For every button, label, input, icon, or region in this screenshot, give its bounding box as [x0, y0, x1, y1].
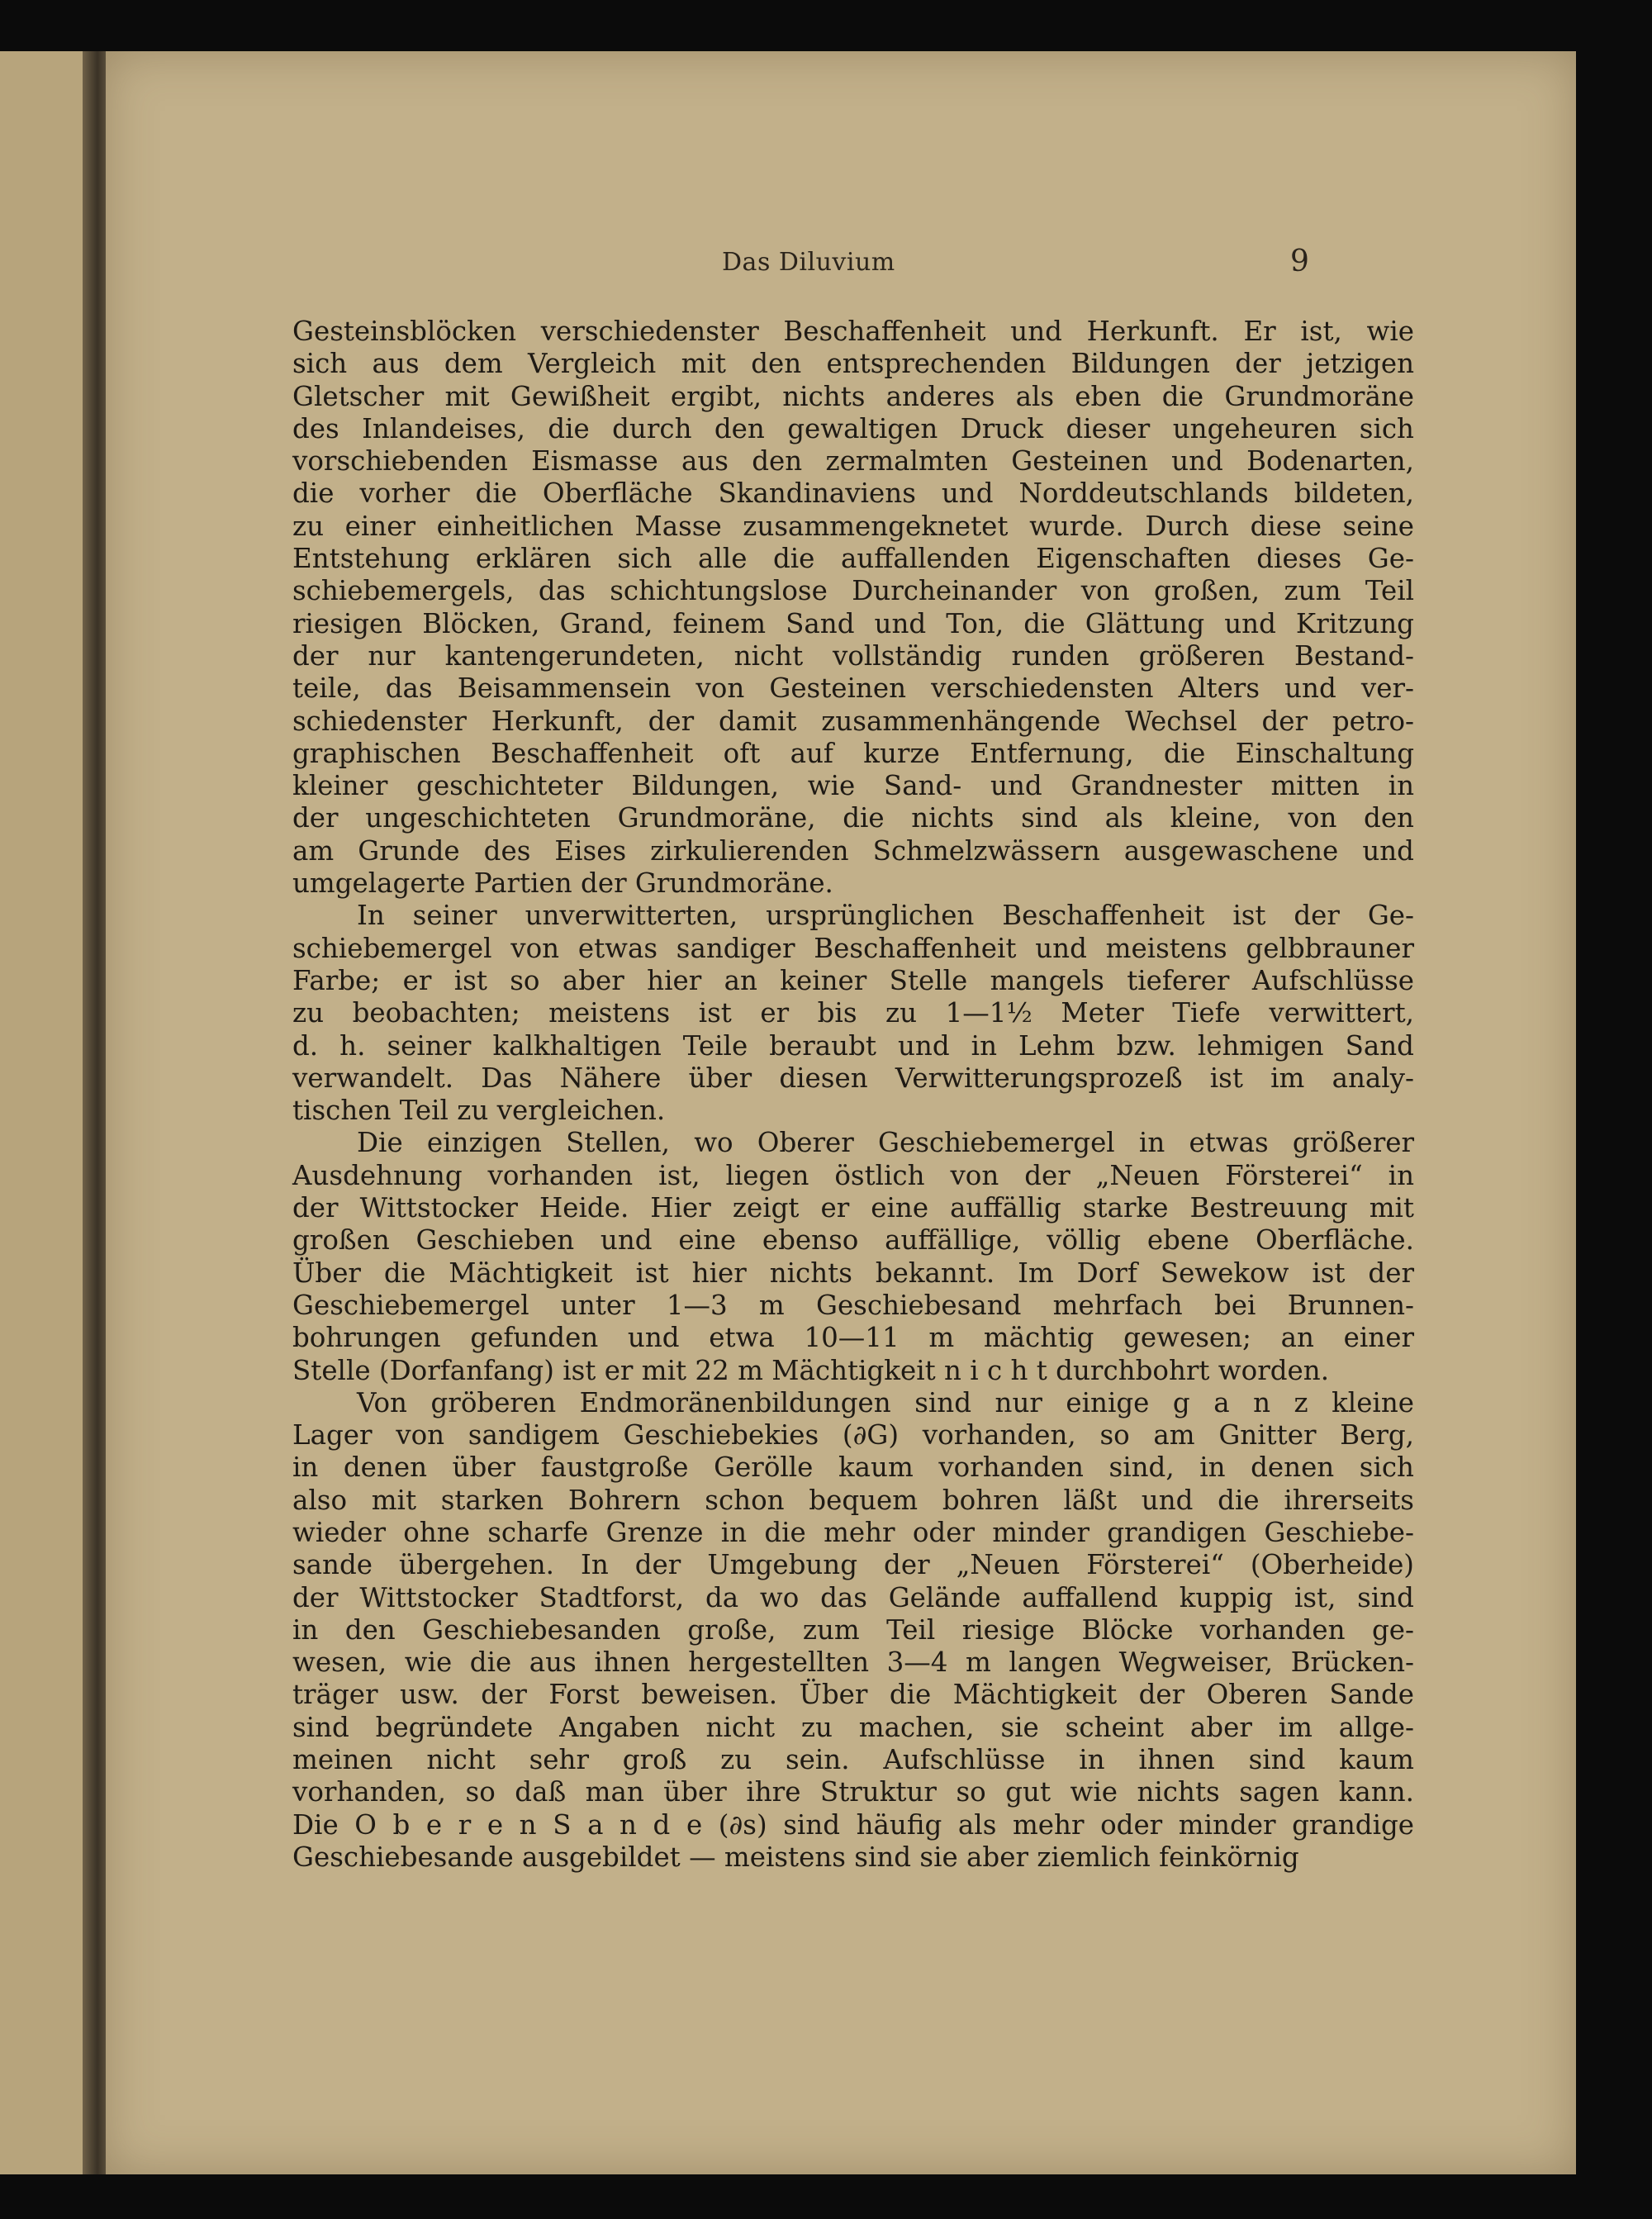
text-line: Ausdehnung vorhanden ist, liegen östlich von der „Neuen Försterei“ in	[292, 1159, 1414, 1191]
text-line: Stelle (Dorfanfang) ist er mit 22 m Mächtigkeit n i c h t durchbohrt worden.	[292, 1354, 1330, 1386]
text-line: Die O b e r e n S a n d e (∂s) sind häufig als mehr oder minder grandige	[292, 1808, 1414, 1841]
text-line: Die einzigen Stellen, wo Oberer Geschiebemergel in etwas größerer	[357, 1127, 1414, 1159]
text-line: riesigen Blöcken, Grand, feinem Sand und Ton, die Glättung und Kritzung	[292, 607, 1414, 639]
text-line: kleiner geschichteter Bildungen, wie Sand- und Grandnester mitten in	[292, 770, 1414, 802]
text-line: meinen nicht sehr groß zu sein. Aufschlüsse in ihnen sind kaum	[292, 1744, 1414, 1776]
text-line: Geschiebemergel unter 1—3 m Geschiebesand mehrfach bei Brunnen-	[292, 1289, 1414, 1321]
text-line: die vorher die Oberfläche Skandinaviens und Norddeutschlands bildeten,	[292, 478, 1414, 510]
text-line: wesen, wie die aus ihnen hergestellten 3—4 m langen Wegweiser, Brücken-	[292, 1646, 1414, 1679]
text-line: in den Geschiebesanden große, zum Teil riesige Blöcke vorhanden ge-	[292, 1613, 1414, 1646]
text-line: also mit starken Bohrern schon bequem bohren läßt und die ihrerseits	[292, 1484, 1414, 1516]
text-line: Von gröberen Endmoränenbildungen sind nur einige g a n z kleine	[357, 1386, 1414, 1418]
text-line: schiebemergels, das schichtungslose Durcheinander von großen, zum Teil	[292, 575, 1414, 607]
text-line: graphischen Beschaffenheit oft auf kurze Entfernung, die Einschaltung	[292, 737, 1414, 769]
paragraph	[292, 900, 1414, 1127]
text-line: des Inlandeises, die durch den gewaltigen Druck dieser ungeheuren sich	[292, 412, 1414, 444]
text-line: Über die Mächtigkeit ist hier nichts bekannt. Im Dorf Sewekow ist der	[292, 1257, 1414, 1289]
text-line: d. h. seiner kalkhaltigen Teile beraubt und in Lehm bzw. lehmigen Sand	[292, 1029, 1414, 1062]
text-line: der Wittstocker Heide. Hier zeigt er eine auffällig starke Bestreuung mit	[292, 1192, 1414, 1224]
text-line: In seiner unverwitterten, ursprünglichen Beschaffenheit ist der Ge-	[357, 900, 1414, 932]
text-line: Entstehung erklären sich alle die auffallenden Eigenschaften dieses Ge-	[292, 543, 1414, 575]
text-line: wieder ohne scharfe Grenze in die mehr oder minder grandigen Geschiebe-	[292, 1516, 1414, 1548]
text-line: teile, das Beisammensein von Gesteinen verschiedensten Alters und ver-	[292, 672, 1414, 705]
text-line: sind begründete Angaben nicht zu machen, sie scheint aber im allge-	[292, 1711, 1414, 1743]
text-line: schiebemergel von etwas sandiger Beschaffenheit und meistens gelbbrauner	[292, 932, 1414, 964]
text-line: verwandelt. Das Nähere über diesen Verwitterungsprozeß ist im analy-	[292, 1062, 1414, 1094]
text-line: zu einer einheitlichen Masse zusammengeknetet wurde. Durch diese seine	[292, 510, 1414, 542]
text-line: Gesteinsblöcken verschiedenster Beschaffenheit und Herkunft. Er ist, wie	[292, 316, 1414, 347]
text-line: am Grunde des Eises zirkulierenden Schmelzwässern ausgewaschene und	[292, 834, 1414, 867]
text-line: bohrungen gefunden und etwa 10—11 m mächtig gewesen; an einer	[292, 1322, 1414, 1354]
text-line: großen Geschieben und eine ebenso auffällige, völlig ebene Oberfläche.	[292, 1224, 1414, 1257]
body-text	[292, 316, 1414, 1874]
text-line: in denen über faustgroße Gerölle kaum vorhanden sind, in denen sich	[292, 1452, 1414, 1484]
text-line: vorschiebenden Eismasse aus den zermalmten Gesteinen und Bodenarten,	[292, 445, 1414, 478]
text-line: tischen Teil zu vergleichen.	[292, 1095, 666, 1127]
paragraph	[292, 1387, 1414, 1874]
text-line: umgelagerte Partien der Grundmoräne.	[292, 867, 833, 900]
paragraph	[292, 1127, 1414, 1386]
text-line: zu beobachten; meistens ist er bis zu 1—1½ Meter Tiefe verwittert,	[292, 997, 1414, 1029]
text-line: der ungeschichteten Grundmoräne, die nichts sind als kleine, von den	[292, 802, 1414, 834]
text-line: schiedenster Herkunft, der damit zusammenhängende Wechsel der petro-	[292, 705, 1414, 737]
page-number: 9	[1290, 245, 1309, 278]
text-line: der nur kantengerundeten, nicht vollständig runden größeren Bestand-	[292, 639, 1414, 672]
book-page	[106, 51, 1576, 2174]
text-line: Gletscher mit Gewißheit ergibt, nichts anderes als eben die Grundmoräne	[292, 380, 1414, 412]
running-title: Das Diluvium	[722, 248, 895, 277]
text-line: Farbe; er ist so aber hier an keiner Stelle mangels tieferer Aufschlüsse	[292, 964, 1414, 996]
text-line: Geschiebesande ausgebildet — meistens sind sie aber ziemlich feinkörnig	[292, 1841, 1299, 1873]
text-line: sande übergehen. In der Umgebung der „Neuen Försterei“ (Oberheide)	[292, 1549, 1414, 1581]
text-line: vorhanden, so daß man über ihre Struktur so gut wie nichts sagen kann.	[292, 1776, 1414, 1808]
text-line: Lager von sandigem Geschiebekies (∂G) vorhanden, so am Gnitter Berg,	[292, 1419, 1414, 1452]
text-line: der Wittstocker Stadtforst, da wo das Gelände auffallend kuppig ist, sind	[292, 1581, 1414, 1613]
paragraph	[292, 316, 1414, 900]
text-line: träger usw. der Forst beweisen. Über die Mächtigkeit der Oberen Sande	[292, 1679, 1414, 1711]
text-line: sich aus dem Vergleich mit den entsprechenden Bildungen der jetzigen	[292, 348, 1414, 380]
